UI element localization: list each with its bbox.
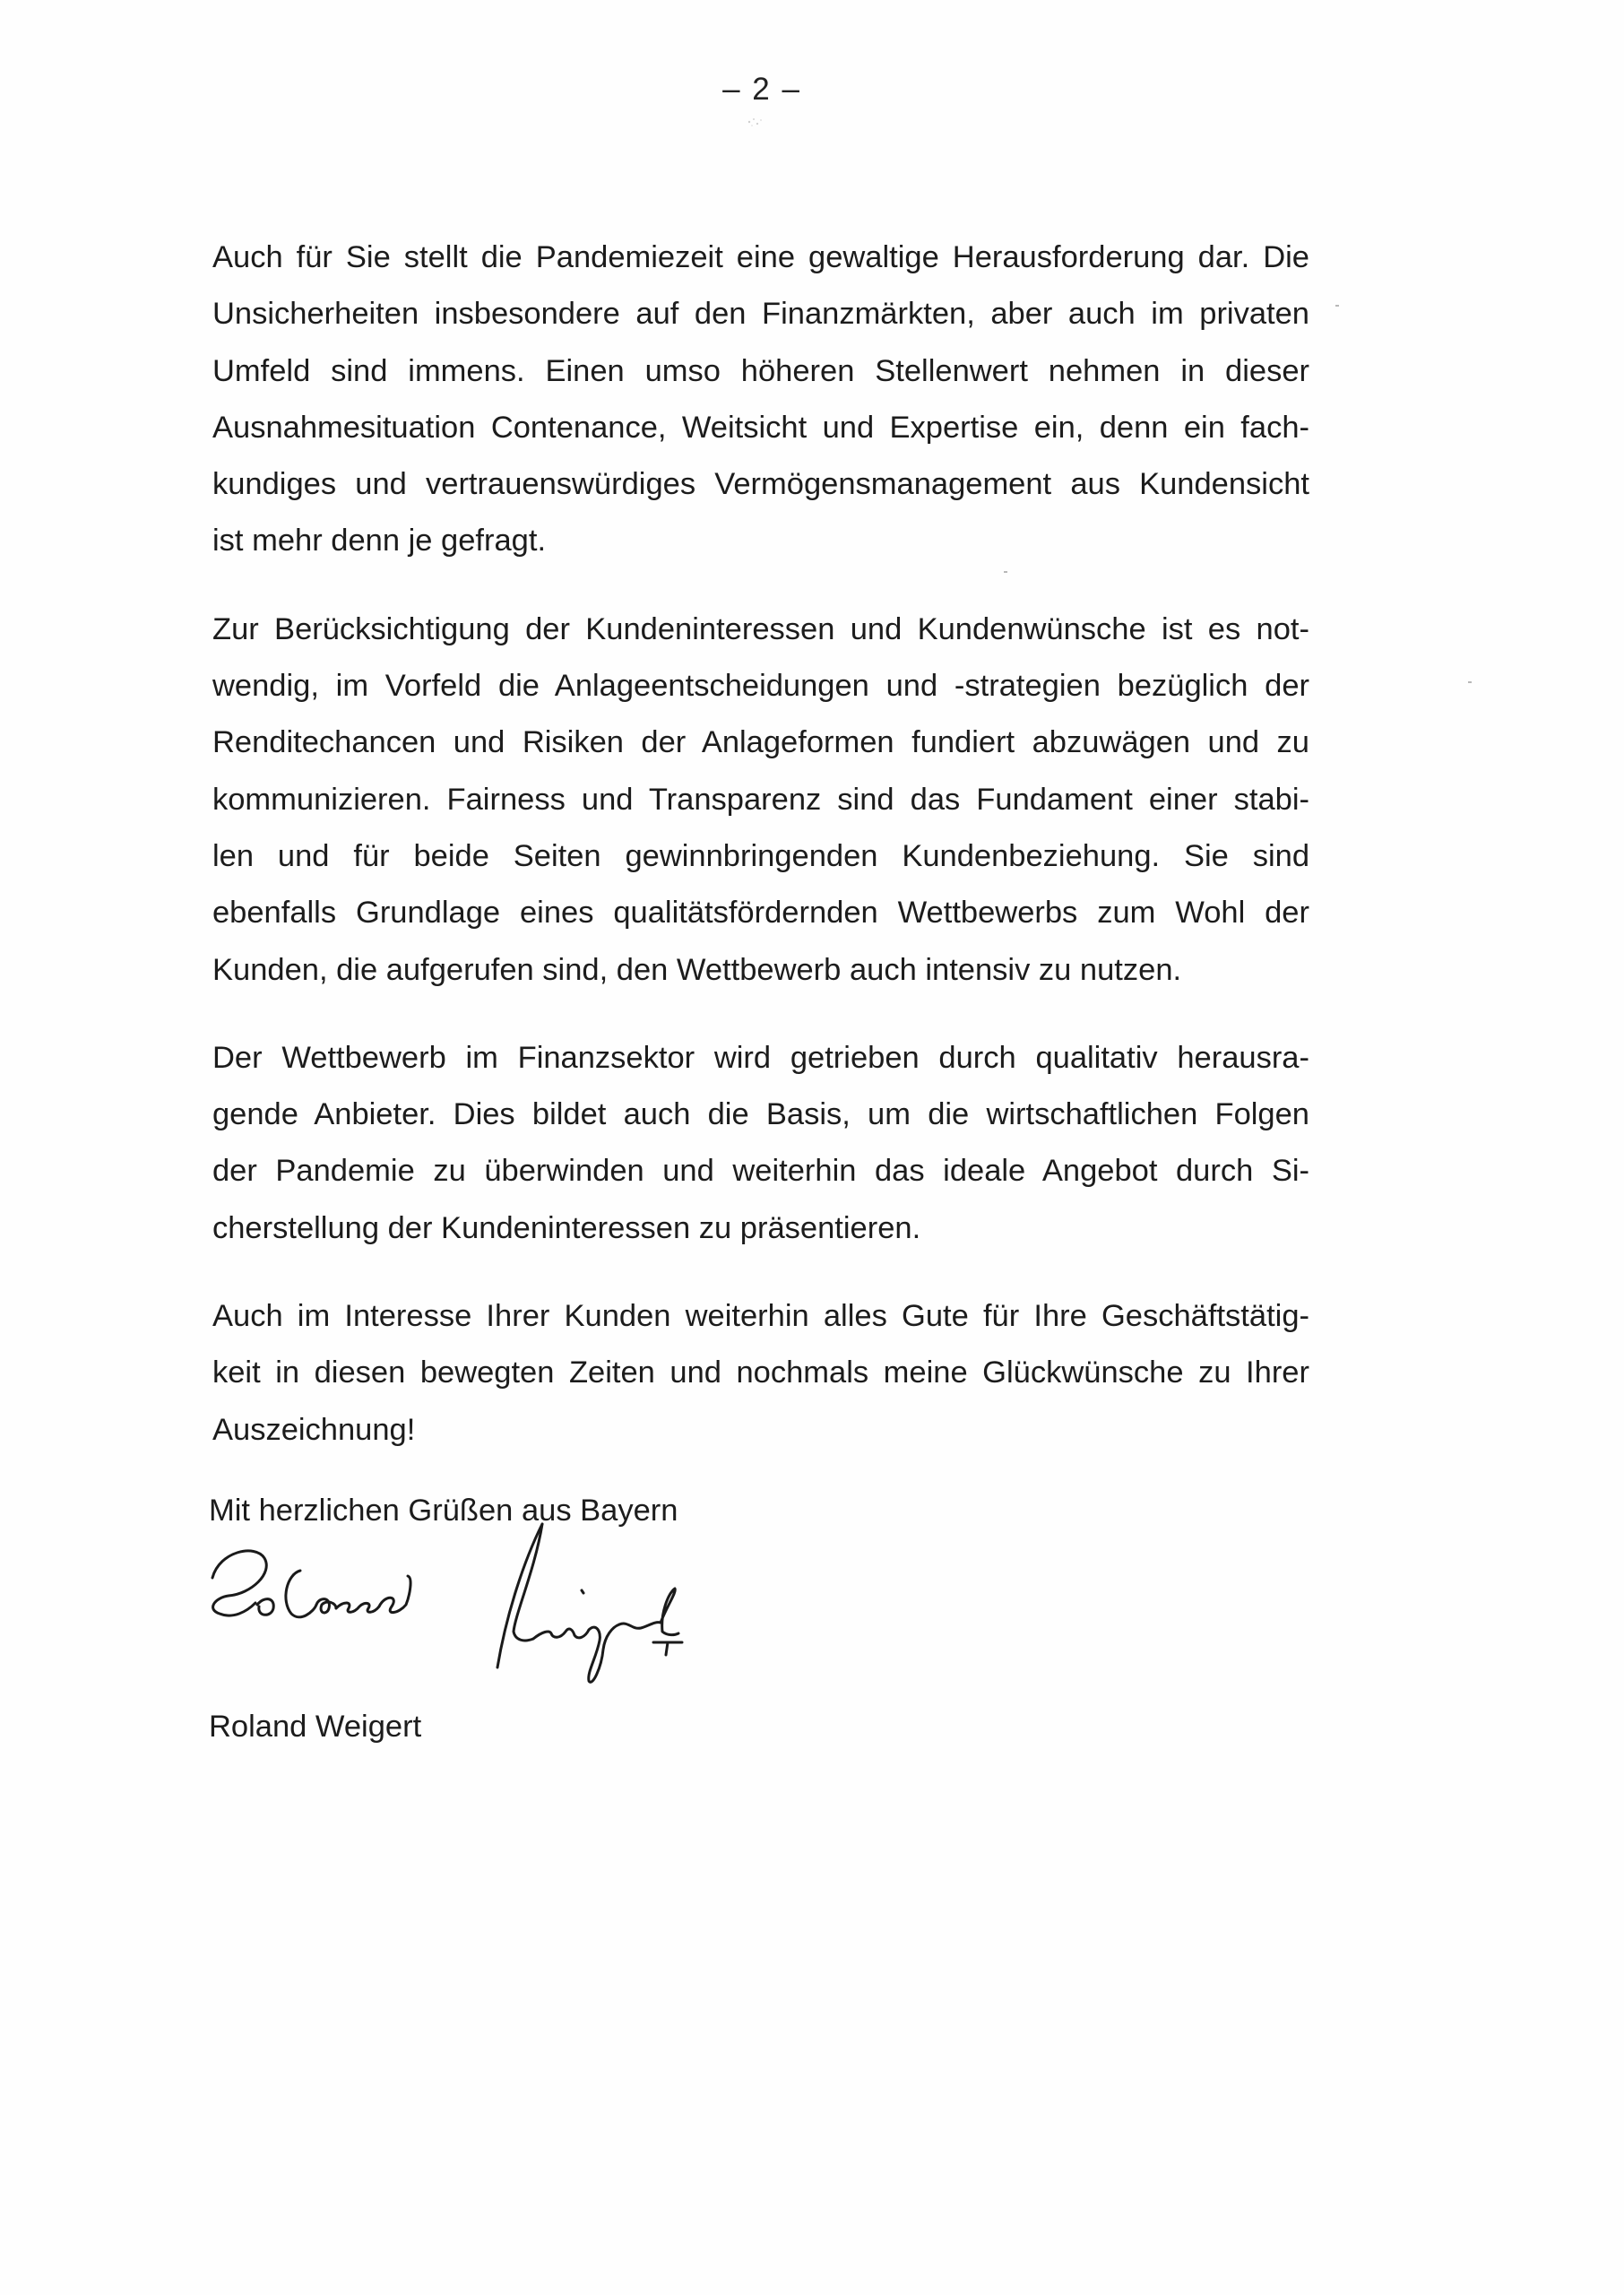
text-line: ist mehr denn je gefragt. [212,524,547,559]
signature-icon [202,1488,757,1694]
text-line: ebenfalls Grundlage eines qualitätsfördernden Wettbewerbs zum Wohl der [212,896,1309,931]
text-line: Auch im Interesse Ihrer Kunden weiterhin alles Gute für Ihre Geschäftstätig- [212,1299,1309,1334]
text-line: keit in diesen bewegten Zeiten und nochmals meine Glückwünsche zu Ihrer [212,1355,1309,1390]
paragraph-3 [212,1030,1309,1257]
text-line: kundiges und vertrauenswürdiges Vermögensmanagement aus Kundensicht [212,467,1309,502]
text-line: cherstellung der Kundeninteressen zu präsentieren. [212,1210,921,1245]
text-line: Ausnahmesituation Contenance, Weitsicht und Expertise ein, denn ein fach- [212,410,1309,445]
text-line: Der Wettbewerb im Finanzsektor wird getrieben durch qualitativ herausra- [212,1040,1309,1075]
signer-name: Roland Weigert [209,1710,422,1744]
text-line: Auszeichnung! [212,1412,416,1447]
paragraph-1 [212,230,1309,570]
text-line: wendig, im Vorfeld die Anlageentscheidungen und -strategien bezüglich der [212,669,1309,704]
text-line: Kunden, die aufgerufen sind, den Wettbewerb auch intensiv zu nutzen. [212,952,1182,987]
text-line: Umfeld sind immens. Einen umso höheren Stellenwert nehmen in dieser [212,353,1309,388]
closing-salutation: Mit herzlichen Grüßen aus Bayern [209,1494,678,1528]
scan-dot [1004,571,1007,573]
text-line: der Pandemie zu überwinden und weiterhin das ideale Angebot durch Si- [212,1154,1309,1189]
text-line: Zur Berücksichtigung der Kundeninteressen und Kundenwünsche ist es not- [212,611,1309,646]
text-line: Renditechancen und Risiken der Anlageformen fundiert abzuwägen und zu [212,725,1309,760]
text-line: kommunizieren. Fairness und Transparenz sind das Fundament einer stabi- [212,782,1309,817]
page-number: – 2 – [722,72,801,107]
text-line: Auch für Sie stellt die Pandemiezeit eine gewaltige Herausforderung dar. Die [212,240,1309,274]
paragraph-2 [212,602,1309,999]
text-line: Unsicherheiten insbesondere auf den Finanzmärkten, aber auch im privaten [212,297,1309,332]
text-line: len und für beide Seiten gewinnbringenden Kundenbeziehung. Sie sind [212,838,1309,873]
text-line: gende Anbieter. Dies bildet auch die Basis, um die wirtschaftlichen Folgen [212,1097,1309,1132]
paragraph-4 [212,1288,1309,1459]
letter-body [212,230,1309,1490]
scan-dot [1335,305,1339,307]
scan-dot [1468,681,1472,683]
scan-artifact-icon [746,115,765,129]
